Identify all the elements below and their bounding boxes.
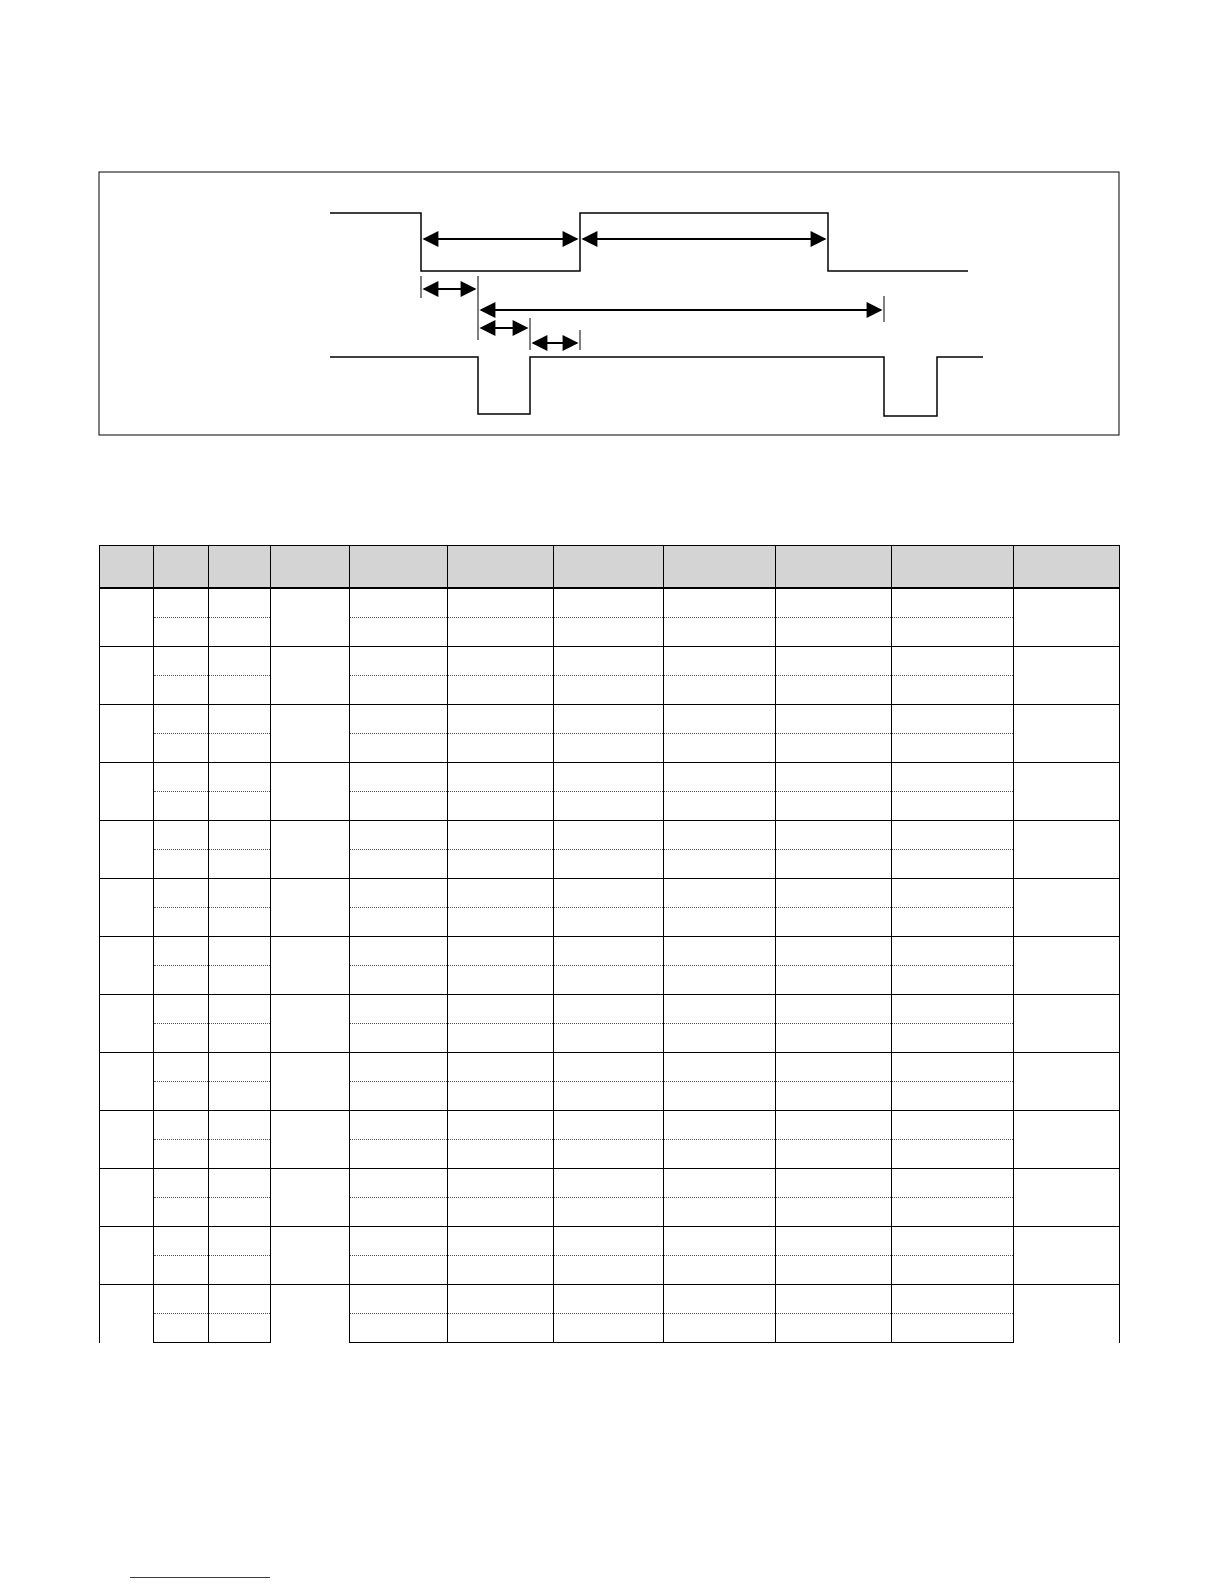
table-row — [100, 1169, 1120, 1198]
table-cell — [892, 1285, 1014, 1314]
table-cell — [1014, 995, 1120, 1053]
table-cell — [664, 588, 776, 618]
table-cell — [350, 1256, 448, 1285]
table-cell — [776, 1140, 892, 1169]
table-cell — [892, 1169, 1014, 1198]
table-row — [100, 879, 1120, 908]
table-cell — [664, 879, 776, 908]
table-cell — [892, 1111, 1014, 1140]
table-header-cell — [554, 546, 664, 589]
table-cell — [664, 1227, 776, 1256]
table-cell — [776, 1111, 892, 1140]
table-cell — [664, 1169, 776, 1198]
table-row — [100, 705, 1120, 734]
table-cell — [448, 1169, 554, 1198]
table-cell — [554, 908, 664, 937]
table-cell — [776, 1024, 892, 1053]
table-cell — [154, 937, 209, 966]
table-cell — [350, 1053, 448, 1082]
table-cell — [154, 995, 209, 1024]
table-cell — [892, 763, 1014, 792]
table-row — [100, 1024, 1120, 1053]
table-cell — [209, 1285, 271, 1314]
table-cell — [1014, 821, 1120, 879]
table-header-cell — [350, 546, 448, 589]
table-cell — [448, 1024, 554, 1053]
table-cell — [892, 705, 1014, 734]
table-cell — [776, 734, 892, 763]
table-cell — [350, 1285, 448, 1314]
table-cell — [448, 676, 554, 705]
table-cell — [892, 995, 1014, 1024]
table-cell — [448, 734, 554, 763]
table-cell — [271, 1053, 350, 1111]
table-cell — [154, 1169, 209, 1198]
table-cell — [776, 966, 892, 995]
table-row — [100, 1082, 1120, 1111]
table-cell — [554, 1227, 664, 1256]
table-cell — [448, 879, 554, 908]
table-cell — [448, 995, 554, 1024]
table-cell — [664, 1024, 776, 1053]
table-cell — [448, 937, 554, 966]
table-cell — [664, 618, 776, 647]
table-cell — [448, 647, 554, 676]
table-cell — [209, 647, 271, 676]
table-body — [100, 588, 1120, 1343]
table-cell — [271, 705, 350, 763]
table-cell — [209, 588, 271, 618]
table-row — [100, 995, 1120, 1024]
table-cell — [350, 792, 448, 821]
table-cell — [1014, 647, 1120, 705]
table-cell — [209, 879, 271, 908]
table-cell — [350, 1082, 448, 1111]
table-cell — [892, 618, 1014, 647]
table-cell — [1014, 763, 1120, 821]
table-cell — [554, 821, 664, 850]
table-cell — [448, 908, 554, 937]
table-cell — [448, 850, 554, 879]
table-header-cell — [154, 546, 209, 589]
table-cell — [892, 1198, 1014, 1227]
table-cell — [892, 850, 1014, 879]
table-row — [100, 966, 1120, 995]
table-cell — [448, 763, 554, 792]
table-cell — [154, 821, 209, 850]
table-cell — [1014, 1285, 1120, 1343]
table-header-row — [100, 546, 1120, 589]
table-cell — [664, 1314, 776, 1343]
table-cell — [271, 937, 350, 995]
table-cell — [209, 618, 271, 647]
table-cell — [554, 588, 664, 618]
table-cell — [776, 879, 892, 908]
table-cell — [209, 937, 271, 966]
table-cell — [664, 1111, 776, 1140]
table-cell — [554, 618, 664, 647]
upper-signal-waveform — [330, 213, 968, 271]
table-cell — [664, 763, 776, 792]
table-cell — [154, 1227, 209, 1256]
table-cell — [554, 937, 664, 966]
table-cell — [154, 705, 209, 734]
table-cell — [1014, 1227, 1120, 1285]
table-row — [100, 908, 1120, 937]
table-cell — [776, 792, 892, 821]
table-cell — [776, 1082, 892, 1111]
table-cell — [448, 705, 554, 734]
table-cell — [554, 879, 664, 908]
table-cell — [776, 647, 892, 676]
table-cell — [448, 966, 554, 995]
table-row — [100, 1111, 1120, 1140]
table-cell — [154, 734, 209, 763]
table-cell — [209, 908, 271, 937]
table-cell — [350, 1169, 448, 1198]
timing-diagram — [0, 0, 1225, 460]
table-cell — [209, 1169, 271, 1198]
table-cell — [448, 1256, 554, 1285]
table-cell — [271, 647, 350, 705]
lower-signal-waveform — [330, 357, 983, 416]
table-cell — [448, 1314, 554, 1343]
table-cell — [664, 937, 776, 966]
footer-rule — [130, 1577, 270, 1578]
table-cell — [448, 1111, 554, 1140]
table-cell — [448, 1053, 554, 1082]
table-cell — [209, 1111, 271, 1140]
table-cell — [1014, 1169, 1120, 1227]
table-row — [100, 1256, 1120, 1285]
table-cell — [209, 1227, 271, 1256]
table-cell — [209, 1053, 271, 1082]
table-cell — [776, 676, 892, 705]
table-cell — [154, 966, 209, 995]
table-cell — [776, 1285, 892, 1314]
table-cell — [664, 966, 776, 995]
table-cell — [154, 1314, 209, 1343]
table-header-cell — [664, 546, 776, 589]
table-header-cell — [448, 546, 554, 589]
table-row — [100, 1314, 1120, 1343]
table-cell — [664, 647, 776, 676]
table-cell — [776, 1314, 892, 1343]
table-cell — [776, 908, 892, 937]
table-cell — [350, 937, 448, 966]
table-cell — [554, 676, 664, 705]
table-cell — [664, 850, 776, 879]
table-cell — [892, 1082, 1014, 1111]
table-cell — [154, 908, 209, 937]
table-cell — [350, 676, 448, 705]
table-cell — [448, 1082, 554, 1111]
table-cell — [154, 1140, 209, 1169]
table-row — [100, 850, 1120, 879]
table-row — [100, 1140, 1120, 1169]
table-cell — [209, 1314, 271, 1343]
table-cell — [154, 588, 209, 618]
table-cell — [100, 821, 154, 879]
table-cell — [554, 1285, 664, 1314]
table-row — [100, 734, 1120, 763]
table-cell — [554, 1169, 664, 1198]
table-cell — [554, 1082, 664, 1111]
table-cell — [664, 1053, 776, 1082]
table-cell — [664, 676, 776, 705]
table-cell — [350, 588, 448, 618]
table-cell — [448, 1140, 554, 1169]
table-cell — [209, 1024, 271, 1053]
table-cell — [271, 879, 350, 937]
table-row — [100, 1285, 1120, 1314]
table-cell — [209, 763, 271, 792]
table-cell — [554, 1314, 664, 1343]
table-cell — [350, 1227, 448, 1256]
table-cell — [209, 1198, 271, 1227]
table-row — [100, 588, 1120, 618]
table-cell — [892, 647, 1014, 676]
table-cell — [1014, 705, 1120, 763]
table-cell — [892, 1314, 1014, 1343]
table-row — [100, 1053, 1120, 1082]
table-cell — [554, 705, 664, 734]
table-cell — [154, 850, 209, 879]
table-cell — [154, 879, 209, 908]
table-cell — [776, 1169, 892, 1198]
table-cell — [154, 1024, 209, 1053]
table-cell — [209, 676, 271, 705]
table-cell — [350, 763, 448, 792]
table-cell — [154, 1053, 209, 1082]
table-cell — [154, 1082, 209, 1111]
table-cell — [776, 1256, 892, 1285]
table-header-cell — [100, 546, 154, 589]
table-cell — [154, 1111, 209, 1140]
table-cell — [100, 588, 154, 647]
table-cell — [776, 1227, 892, 1256]
table-cell — [554, 734, 664, 763]
table-cell — [209, 966, 271, 995]
table-cell — [664, 995, 776, 1024]
table-cell — [448, 821, 554, 850]
table-cell — [776, 995, 892, 1024]
table-cell — [350, 618, 448, 647]
table-cell — [350, 1140, 448, 1169]
table-cell — [554, 763, 664, 792]
table-cell — [892, 1024, 1014, 1053]
table-cell — [776, 588, 892, 618]
table-cell — [554, 1024, 664, 1053]
table-cell — [892, 1140, 1014, 1169]
table-cell — [554, 995, 664, 1024]
table-cell — [271, 1227, 350, 1285]
table-cell — [271, 588, 350, 647]
table-cell — [100, 1111, 154, 1169]
diagram-frame — [99, 172, 1119, 435]
table-cell — [664, 1140, 776, 1169]
table-row — [100, 763, 1120, 792]
table-cell — [664, 1198, 776, 1227]
table-cell — [350, 1198, 448, 1227]
table-cell — [554, 647, 664, 676]
table-cell — [776, 763, 892, 792]
table-cell — [776, 1198, 892, 1227]
table-cell — [350, 879, 448, 908]
table-cell — [100, 763, 154, 821]
table-cell — [100, 995, 154, 1053]
table-cell — [350, 966, 448, 995]
table-cell — [100, 705, 154, 763]
table-cell — [350, 705, 448, 734]
table-cell — [892, 676, 1014, 705]
table-cell — [209, 1256, 271, 1285]
table-row — [100, 937, 1120, 966]
table-cell — [100, 1169, 154, 1227]
table-cell — [209, 850, 271, 879]
table-cell — [776, 618, 892, 647]
table-cell — [154, 647, 209, 676]
table-cell — [664, 705, 776, 734]
table-cell — [154, 1285, 209, 1314]
table-cell — [448, 792, 554, 821]
table-header-cell — [892, 546, 1014, 589]
table-cell — [892, 908, 1014, 937]
table-cell — [350, 1111, 448, 1140]
table-cell — [892, 821, 1014, 850]
table-cell — [448, 1285, 554, 1314]
timing-spec-table — [99, 545, 1120, 1343]
table-cell — [554, 792, 664, 821]
table-cell — [776, 1053, 892, 1082]
table-cell — [664, 1285, 776, 1314]
table-cell — [209, 821, 271, 850]
table-cell — [271, 763, 350, 821]
table-cell — [448, 588, 554, 618]
table-cell — [100, 937, 154, 995]
table-cell — [271, 821, 350, 879]
table-cell — [892, 734, 1014, 763]
table-cell — [350, 850, 448, 879]
table-header-cell — [271, 546, 350, 589]
table-cell — [776, 821, 892, 850]
table-cell — [554, 1140, 664, 1169]
table-cell — [776, 705, 892, 734]
table-cell — [100, 1053, 154, 1111]
table-cell — [554, 850, 664, 879]
table-cell — [154, 676, 209, 705]
table-cell — [350, 995, 448, 1024]
table-cell — [271, 1169, 350, 1227]
table-cell — [271, 1285, 350, 1343]
table-cell — [154, 763, 209, 792]
table-cell — [100, 879, 154, 937]
table-cell — [1014, 1111, 1120, 1169]
table-cell — [664, 792, 776, 821]
table-cell — [1014, 937, 1120, 995]
table-cell — [892, 937, 1014, 966]
table-cell — [664, 1256, 776, 1285]
table-cell — [154, 1256, 209, 1285]
table-cell — [664, 908, 776, 937]
table-cell — [1014, 1053, 1120, 1111]
table-cell — [664, 1082, 776, 1111]
table-row — [100, 647, 1120, 676]
table-row — [100, 792, 1120, 821]
table-header-cell — [1014, 546, 1120, 589]
table-cell — [776, 850, 892, 879]
table-cell — [271, 1111, 350, 1169]
table-cell — [664, 734, 776, 763]
table-cell — [892, 792, 1014, 821]
table-cell — [271, 995, 350, 1053]
table-cell — [892, 1053, 1014, 1082]
table-cell — [154, 618, 209, 647]
table-row — [100, 1227, 1120, 1256]
table-row — [100, 676, 1120, 705]
table-cell — [209, 995, 271, 1024]
table-cell — [100, 647, 154, 705]
table-cell — [350, 908, 448, 937]
table-cell — [350, 1024, 448, 1053]
table-cell — [554, 966, 664, 995]
table-cell — [776, 937, 892, 966]
table-cell — [154, 792, 209, 821]
table-cell — [209, 792, 271, 821]
table-cell — [209, 1140, 271, 1169]
table-cell — [892, 966, 1014, 995]
table-cell — [554, 1053, 664, 1082]
table-cell — [209, 1082, 271, 1111]
table-row — [100, 618, 1120, 647]
table-cell — [350, 647, 448, 676]
table-cell — [350, 734, 448, 763]
table-cell — [1014, 879, 1120, 937]
table-cell — [154, 1198, 209, 1227]
table-cell — [892, 1227, 1014, 1256]
table-cell — [664, 821, 776, 850]
table-cell — [209, 705, 271, 734]
table-cell — [892, 1256, 1014, 1285]
table-cell — [892, 588, 1014, 618]
table-cell — [892, 879, 1014, 908]
table-cell — [448, 1198, 554, 1227]
table-cell — [1014, 588, 1120, 647]
table-cell — [350, 1314, 448, 1343]
table-row — [100, 821, 1120, 850]
table-cell — [448, 618, 554, 647]
table-cell — [448, 1227, 554, 1256]
table-cell — [350, 821, 448, 850]
table-cell — [209, 734, 271, 763]
table-cell — [100, 1227, 154, 1285]
table-cell — [100, 1285, 154, 1343]
table-header-cell — [209, 546, 271, 589]
table-cell — [554, 1111, 664, 1140]
table-header-cell — [776, 546, 892, 589]
table-cell — [554, 1198, 664, 1227]
table-cell — [554, 1256, 664, 1285]
table-row — [100, 1198, 1120, 1227]
